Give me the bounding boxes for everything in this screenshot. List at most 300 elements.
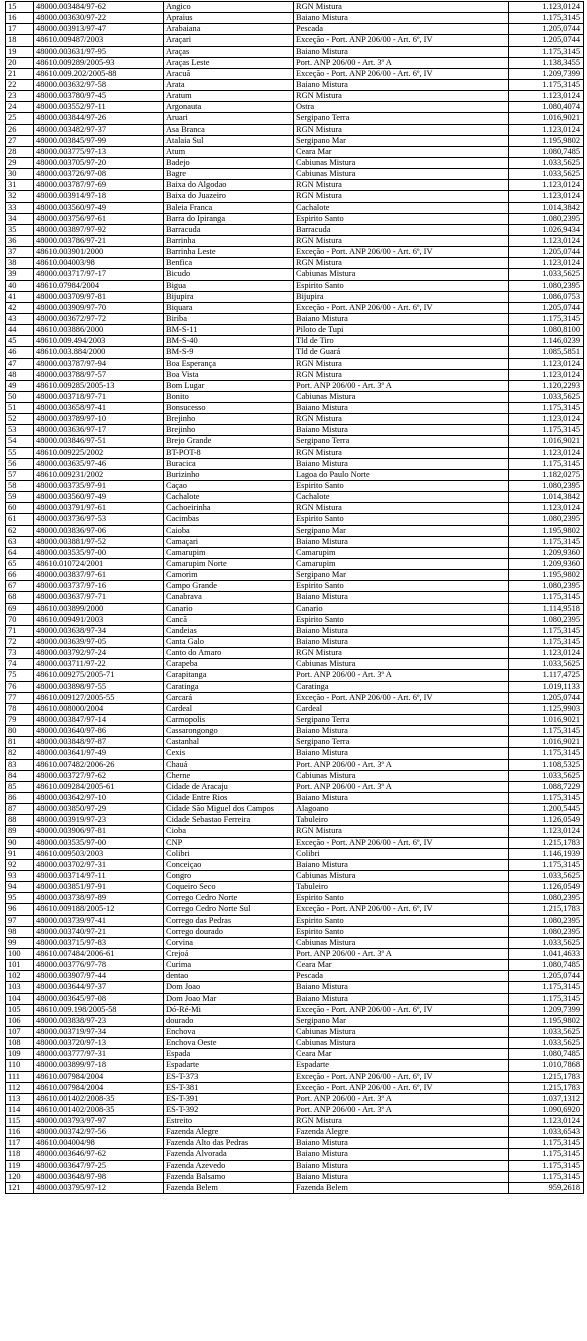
price-value-cell: 1.175,3145 (509, 458, 584, 469)
row-number-cell: 25 (6, 113, 34, 124)
reference-oil-cell: Cabiunas Mistura (294, 770, 509, 781)
row-number-cell: 39 (6, 269, 34, 280)
reference-oil-cell: RGN Mistura (294, 124, 509, 135)
process-number-cell: 48610.009.198/2005-58 (34, 1004, 164, 1015)
reference-oil-cell: Tabuleiro (294, 882, 509, 893)
price-value-cell: 1.138,3455 (509, 57, 584, 68)
process-number-cell: 48610.009.494/2003 (34, 336, 164, 347)
process-number-cell: 48000.003775/97-13 (34, 146, 164, 157)
table-row (6, 180, 584, 191)
reference-oil-cell: Baiano Mistura (294, 1138, 509, 1149)
process-number-cell: 48610.007984/2004 (34, 1082, 164, 1093)
table-row (6, 503, 584, 514)
row-number-cell: 60 (6, 503, 34, 514)
row-number-cell: 42 (6, 302, 34, 313)
field-name-cell: Cancã (164, 614, 294, 625)
field-name-cell: Castanhal (164, 737, 294, 748)
reference-oil-cell: Baiano Mistura (294, 993, 509, 1004)
field-name-cell: Corrego Cedro Norte (164, 893, 294, 904)
process-number-cell: 48000.003647/97-25 (34, 1160, 164, 1171)
price-value-cell: 1.175,3145 (509, 46, 584, 57)
field-name-cell: Bagre (164, 169, 294, 180)
table-row (6, 870, 584, 881)
field-name-cell: Camarupim (164, 547, 294, 558)
reference-oil-cell: Espirito Santo (294, 581, 509, 592)
table-row (6, 759, 584, 770)
row-number-cell: 109 (6, 1049, 34, 1060)
reference-oil-cell: Port. ANP 206/00 - Art. 3º A (294, 57, 509, 68)
field-name-cell: Baixa do Algodao (164, 180, 294, 191)
price-value-cell: 1.123,0124 (509, 91, 584, 102)
field-name-cell: Bom Lugar (164, 380, 294, 391)
reference-oil-cell: Espirito Santo (294, 514, 509, 525)
field-name-cell: Fazenda Alto das Pedras (164, 1138, 294, 1149)
price-value-cell: 1.114,9518 (509, 603, 584, 614)
process-number-cell: 48000.003484/97-62 (34, 2, 164, 13)
row-number-cell: 83 (6, 759, 34, 770)
row-number-cell: 99 (6, 937, 34, 948)
reference-oil-cell: Cardeal (294, 703, 509, 714)
price-value-cell: 1.175,3145 (509, 993, 584, 1004)
row-number-cell: 28 (6, 146, 34, 157)
row-number-cell: 27 (6, 135, 34, 146)
field-name-cell: Araçari (164, 35, 294, 46)
price-value-cell: 1.123,0124 (509, 180, 584, 191)
table-row (6, 336, 584, 347)
reference-oil-cell: Sergipano Terra (294, 113, 509, 124)
process-number-cell: 48610.007484/2006-61 (34, 948, 164, 959)
price-value-cell: 1.041,4633 (509, 948, 584, 959)
price-value-cell: 1.033,5625 (509, 157, 584, 168)
row-number-cell: 35 (6, 224, 34, 235)
field-name-cell: Badejo (164, 157, 294, 168)
table-row (6, 380, 584, 391)
price-value-cell: 1.080,2395 (509, 893, 584, 904)
reference-oil-cell: Espirito Santo (294, 915, 509, 926)
process-number-cell: 48000.003907/97-44 (34, 971, 164, 982)
table-row (6, 13, 584, 24)
process-number-cell: 48000.003535/97-00 (34, 837, 164, 848)
reference-oil-cell: Pescada (294, 971, 509, 982)
field-name-cell: Baleia Franca (164, 202, 294, 213)
reference-oil-cell: Bijupira (294, 291, 509, 302)
table-row (6, 1038, 584, 1049)
reference-oil-cell: Baiano Mistura (294, 313, 509, 324)
price-value-cell: 1.175,3145 (509, 1160, 584, 1171)
table-row (6, 625, 584, 636)
table-row (6, 893, 584, 904)
process-number-cell: 48000.003848/97-87 (34, 737, 164, 748)
table-row (6, 1104, 584, 1115)
row-number-cell: 63 (6, 536, 34, 547)
field-name-cell: Bonsucesso (164, 403, 294, 414)
reference-oil-cell: RGN Mistura (294, 235, 509, 246)
price-value-cell: 1.117,4725 (509, 670, 584, 681)
table-row (6, 1004, 584, 1015)
table-row (6, 859, 584, 870)
row-number-cell: 93 (6, 870, 34, 881)
field-name-cell: Carcará (164, 692, 294, 703)
field-name-cell: Camarupim Norte (164, 559, 294, 570)
price-value-cell: 1.123,0124 (509, 414, 584, 425)
field-name-cell: Araças (164, 46, 294, 57)
field-name-cell: Biquara (164, 302, 294, 313)
table-row (6, 68, 584, 79)
field-name-cell: Chauá (164, 759, 294, 770)
table-row (6, 1171, 584, 1182)
process-number-cell: 48000.003720/97-13 (34, 1038, 164, 1049)
process-number-cell: 48000.003709/97-81 (34, 291, 164, 302)
reference-oil-cell: Cabiunas Mistura (294, 269, 509, 280)
row-number-cell: 116 (6, 1127, 34, 1138)
row-number-cell: 95 (6, 893, 34, 904)
reference-oil-cell: Espirito Santo (294, 926, 509, 937)
row-number-cell: 121 (6, 1182, 34, 1193)
process-number-cell: 48610.004004/98 (34, 1138, 164, 1149)
price-value-cell: 1.215,1783 (509, 904, 584, 915)
row-number-cell: 52 (6, 414, 34, 425)
price-value-cell: 1.088,7229 (509, 781, 584, 792)
table-row (6, 681, 584, 692)
price-value-cell: 1.205,0744 (509, 692, 584, 703)
reference-oil-cell: Cabiunas Mistura (294, 169, 509, 180)
reference-oil-cell: Barracuda (294, 224, 509, 235)
table-row (6, 403, 584, 414)
row-number-cell: 77 (6, 692, 34, 703)
reference-oil-cell: Baiano Mistura (294, 13, 509, 24)
table-row (6, 135, 584, 146)
process-number-cell: 48000.003788/97-57 (34, 369, 164, 380)
process-number-cell: 48000.003919/97-23 (34, 815, 164, 826)
field-name-cell: Dom Joao (164, 982, 294, 993)
table-row (6, 369, 584, 380)
price-value-cell: 1.126,0549 (509, 815, 584, 826)
process-number-cell: 48610.001402/2008-35 (34, 1104, 164, 1115)
row-number-cell: 69 (6, 603, 34, 614)
reference-oil-cell: Alagoano (294, 804, 509, 815)
price-value-cell: 1.033,5625 (509, 770, 584, 781)
reference-oil-cell: Cabiunas Mistura (294, 1026, 509, 1037)
row-number-cell: 66 (6, 570, 34, 581)
row-number-cell: 110 (6, 1060, 34, 1071)
reference-oil-cell: Fazenda Belem (294, 1182, 509, 1193)
table-row (6, 948, 584, 959)
table-row (6, 592, 584, 603)
table-row (6, 737, 584, 748)
table-row (6, 235, 584, 246)
table-row (6, 46, 584, 57)
row-number-cell: 88 (6, 815, 34, 826)
reference-oil-cell: Canario (294, 603, 509, 614)
process-number-cell: 48000.003711/97-22 (34, 659, 164, 670)
process-number-cell: 48000.003777/97-31 (34, 1049, 164, 1060)
reference-oil-cell: Colibri (294, 848, 509, 859)
reference-oil-cell: Port. ANP 206/00 - Art. 3º A (294, 1104, 509, 1115)
reference-oil-cell: Camarupim (294, 559, 509, 570)
field-name-cell: Enchova (164, 1026, 294, 1037)
row-number-cell: 79 (6, 715, 34, 726)
field-name-cell: Brejinho (164, 414, 294, 425)
field-name-cell: Barrinha Leste (164, 247, 294, 258)
row-number-cell: 106 (6, 1015, 34, 1026)
field-name-cell: Crejoá (164, 948, 294, 959)
field-name-cell: Fazenda Azevedo (164, 1160, 294, 1171)
field-name-cell: Barra do Ipiranga (164, 213, 294, 224)
table-row (6, 926, 584, 937)
table-row (6, 882, 584, 893)
row-number-cell: 24 (6, 102, 34, 113)
field-name-cell: Cherne (164, 770, 294, 781)
price-value-cell: 1.014,3842 (509, 492, 584, 503)
process-number-cell: 48000.003850/97-29 (34, 804, 164, 815)
table-row (6, 79, 584, 90)
price-value-cell: 1.123,0124 (509, 124, 584, 135)
price-value-cell: 1.126,0549 (509, 882, 584, 893)
price-value-cell: 1.182,0275 (509, 469, 584, 480)
field-name-cell: Caratinga (164, 681, 294, 692)
process-number-cell: 48000.003909/97-70 (34, 302, 164, 313)
table-row (6, 1015, 584, 1026)
price-value-cell: 1.080,7485 (509, 146, 584, 157)
price-value-cell: 1.090,6920 (509, 1104, 584, 1115)
price-value-cell: 1.123,0124 (509, 258, 584, 269)
field-name-cell: Cacimbas (164, 514, 294, 525)
field-name-cell: Campo Grande (164, 581, 294, 592)
price-value-cell: 1.080,2395 (509, 514, 584, 525)
field-name-cell: Araças Leste (164, 57, 294, 68)
price-value-cell: 1.175,3145 (509, 1171, 584, 1182)
field-name-cell: Caioba (164, 525, 294, 536)
reference-oil-cell: Baiano Mistura (294, 46, 509, 57)
price-value-cell: 1.086,0753 (509, 291, 584, 302)
process-number-cell: 48000.003787/97-69 (34, 180, 164, 191)
row-number-cell: 107 (6, 1026, 34, 1037)
process-number-cell: 48000.003630/97-22 (34, 13, 164, 24)
oil-fields-table (5, 1, 584, 1194)
reference-oil-cell: Port. ANP 206/00 - Art. 3º A (294, 1093, 509, 1104)
reference-oil-cell: Tld de Guará (294, 347, 509, 358)
price-value-cell: 1.080,8100 (509, 325, 584, 336)
row-number-cell: 90 (6, 837, 34, 848)
row-number-cell: 46 (6, 347, 34, 358)
row-number-cell: 64 (6, 547, 34, 558)
field-name-cell: Boa Esperança (164, 358, 294, 369)
reference-oil-cell: RGN Mistura (294, 258, 509, 269)
process-number-cell: 48000.003837/97-61 (34, 570, 164, 581)
table-row (6, 113, 584, 124)
price-value-cell: 1.195,9802 (509, 570, 584, 581)
reference-oil-cell: Cabiunas Mistura (294, 157, 509, 168)
process-number-cell: 48000.003844/97-26 (34, 113, 164, 124)
table-row (6, 391, 584, 402)
table-row (6, 1149, 584, 1160)
field-name-cell: CNP (164, 837, 294, 848)
row-number-cell: 47 (6, 358, 34, 369)
row-number-cell: 78 (6, 703, 34, 714)
field-name-cell: Coqueiro Seco (164, 882, 294, 893)
field-name-cell: Corvina (164, 937, 294, 948)
reference-oil-cell: Baiano Mistura (294, 982, 509, 993)
process-number-cell: 48610.010724/2001 (34, 559, 164, 570)
process-number-cell: 48000.003719/97-34 (34, 1026, 164, 1037)
table-row (6, 1026, 584, 1037)
field-name-cell: Brejo Grande (164, 436, 294, 447)
table-row (6, 35, 584, 46)
table-row (6, 57, 584, 68)
price-value-cell: 1.080,7485 (509, 960, 584, 971)
reference-oil-cell: Baiano Mistura (294, 637, 509, 648)
reference-oil-cell: RGN Mistura (294, 447, 509, 458)
table-row (6, 915, 584, 926)
price-value-cell: 1.175,3145 (509, 637, 584, 648)
table-row (6, 792, 584, 803)
table-row (6, 726, 584, 737)
table-row (6, 971, 584, 982)
price-value-cell: 1.175,3145 (509, 313, 584, 324)
table-row (6, 536, 584, 547)
table-row (6, 358, 584, 369)
reference-oil-cell: Baiano Mistura (294, 1160, 509, 1171)
field-name-cell: Bijupira (164, 291, 294, 302)
process-number-cell: 48000.003702/97-31 (34, 859, 164, 870)
price-value-cell: 1.215,1783 (509, 1071, 584, 1082)
field-name-cell: BM-S-11 (164, 325, 294, 336)
process-number-cell: 48000.003776/97-78 (34, 960, 164, 971)
process-number-cell: 48000.003560/97-49 (34, 202, 164, 213)
price-value-cell: 1.014,3842 (509, 202, 584, 213)
table-row (6, 703, 584, 714)
row-number-cell: 20 (6, 57, 34, 68)
price-value-cell: 1.175,3145 (509, 982, 584, 993)
price-value-cell: 1.033,5625 (509, 169, 584, 180)
reference-oil-cell: Espadarte (294, 1060, 509, 1071)
process-number-cell: 48000.003846/97-51 (34, 436, 164, 447)
field-name-cell: Cexis (164, 748, 294, 759)
table-row (6, 1127, 584, 1138)
row-number-cell: 117 (6, 1138, 34, 1149)
field-name-cell: Colibri (164, 848, 294, 859)
reference-oil-cell: Exceção - Port. ANP 206/00 - Art. 6º, IV (294, 247, 509, 258)
table-row (6, 1093, 584, 1104)
process-number-cell: 48000.003881/97-52 (34, 536, 164, 547)
row-number-cell: 34 (6, 213, 34, 224)
table-row (6, 581, 584, 592)
reference-oil-cell: Espirito Santo (294, 213, 509, 224)
reference-oil-cell: Baiano Mistura (294, 403, 509, 414)
process-number-cell: 48000.003780/97-45 (34, 91, 164, 102)
table-row (6, 659, 584, 670)
price-value-cell: 1.080,2395 (509, 926, 584, 937)
process-number-cell: 48000.003792/97-24 (34, 648, 164, 659)
table-row (6, 525, 584, 536)
reference-oil-cell: Cachalote (294, 492, 509, 503)
row-number-cell: 21 (6, 68, 34, 79)
reference-oil-cell: RGN Mistura (294, 1116, 509, 1127)
reference-oil-cell: Ceara Mar (294, 146, 509, 157)
reference-oil-cell: Espirito Santo (294, 893, 509, 904)
process-number-cell: 48000.003726/97-08 (34, 169, 164, 180)
row-number-cell: 36 (6, 235, 34, 246)
process-number-cell: 48000.003737/97-16 (34, 581, 164, 592)
price-value-cell: 1.175,3145 (509, 79, 584, 90)
table-row (6, 24, 584, 35)
row-number-cell: 108 (6, 1038, 34, 1049)
field-name-cell: BM-S-40 (164, 336, 294, 347)
row-number-cell: 71 (6, 625, 34, 636)
table-row (6, 280, 584, 291)
price-value-cell: 1.033,5625 (509, 937, 584, 948)
row-number-cell: 22 (6, 79, 34, 90)
field-name-cell: Canto do Amaro (164, 648, 294, 659)
process-number-cell: 48610.008000/2004 (34, 703, 164, 714)
field-name-cell: Cachoeirinha (164, 503, 294, 514)
process-number-cell: 48000.003838/97-23 (34, 1015, 164, 1026)
reference-oil-cell: Sergipano Terra (294, 436, 509, 447)
table-row (6, 302, 584, 313)
process-number-cell: 48000.003632/97-58 (34, 79, 164, 90)
field-name-cell: Argonauta (164, 102, 294, 113)
price-value-cell: 1.080,2395 (509, 280, 584, 291)
row-number-cell: 53 (6, 425, 34, 436)
reference-oil-cell: Sergipano Mar (294, 570, 509, 581)
reference-oil-cell: RGN Mistura (294, 648, 509, 659)
field-name-cell: Cidade Entre Rios (164, 792, 294, 803)
price-value-cell: 1.033,5625 (509, 659, 584, 670)
reference-oil-cell: Exceção - Port. ANP 206/00 - Art. 6º, IV (294, 302, 509, 313)
field-name-cell: Biriba (164, 313, 294, 324)
field-name-cell: dourado (164, 1015, 294, 1026)
process-number-cell: 48000.003631/97-95 (34, 46, 164, 57)
price-value-cell: 1.016,9021 (509, 737, 584, 748)
price-value-cell: 1.033,6543 (509, 1127, 584, 1138)
row-number-cell: 82 (6, 748, 34, 759)
table-row (6, 570, 584, 581)
price-value-cell: 1.195,9802 (509, 525, 584, 536)
price-value-cell: 1.033,5625 (509, 391, 584, 402)
table-row (6, 1182, 584, 1193)
price-value-cell: 1.123,0124 (509, 369, 584, 380)
field-name-cell: Boa Vista (164, 369, 294, 380)
field-name-cell: Cidade Sebastao Ferreira (164, 815, 294, 826)
row-number-cell: 49 (6, 380, 34, 391)
price-value-cell: 1.123,0124 (509, 826, 584, 837)
price-value-cell: 1.175,3145 (509, 748, 584, 759)
table-row (6, 1138, 584, 1149)
table-row (6, 514, 584, 525)
reference-oil-cell: Cabiunas Mistura (294, 391, 509, 402)
field-name-cell: Espadarte (164, 1060, 294, 1071)
reference-oil-cell: RGN Mistura (294, 414, 509, 425)
reference-oil-cell: Port. ANP 206/00 - Art. 3º A (294, 781, 509, 792)
price-value-cell: 1.175,3145 (509, 13, 584, 24)
row-number-cell: 98 (6, 926, 34, 937)
field-name-cell: Cidade de Aracaju (164, 781, 294, 792)
field-name-cell: Candeias (164, 625, 294, 636)
table-row (6, 458, 584, 469)
field-name-cell: Camorim (164, 570, 294, 581)
row-number-cell: 89 (6, 826, 34, 837)
field-name-cell: BM-S-9 (164, 347, 294, 358)
reference-oil-cell: Port. ANP 206/00 - Art. 3º A (294, 759, 509, 770)
table-row (6, 2, 584, 13)
reference-oil-cell: Piloto de Tupi (294, 325, 509, 336)
table-row (6, 1049, 584, 1060)
table-row (6, 614, 584, 625)
reference-oil-cell: Baiano Mistura (294, 748, 509, 759)
reference-oil-cell: RGN Mistura (294, 503, 509, 514)
reference-oil-cell: Sergipano Mar (294, 1015, 509, 1026)
field-name-cell: Aruari (164, 113, 294, 124)
